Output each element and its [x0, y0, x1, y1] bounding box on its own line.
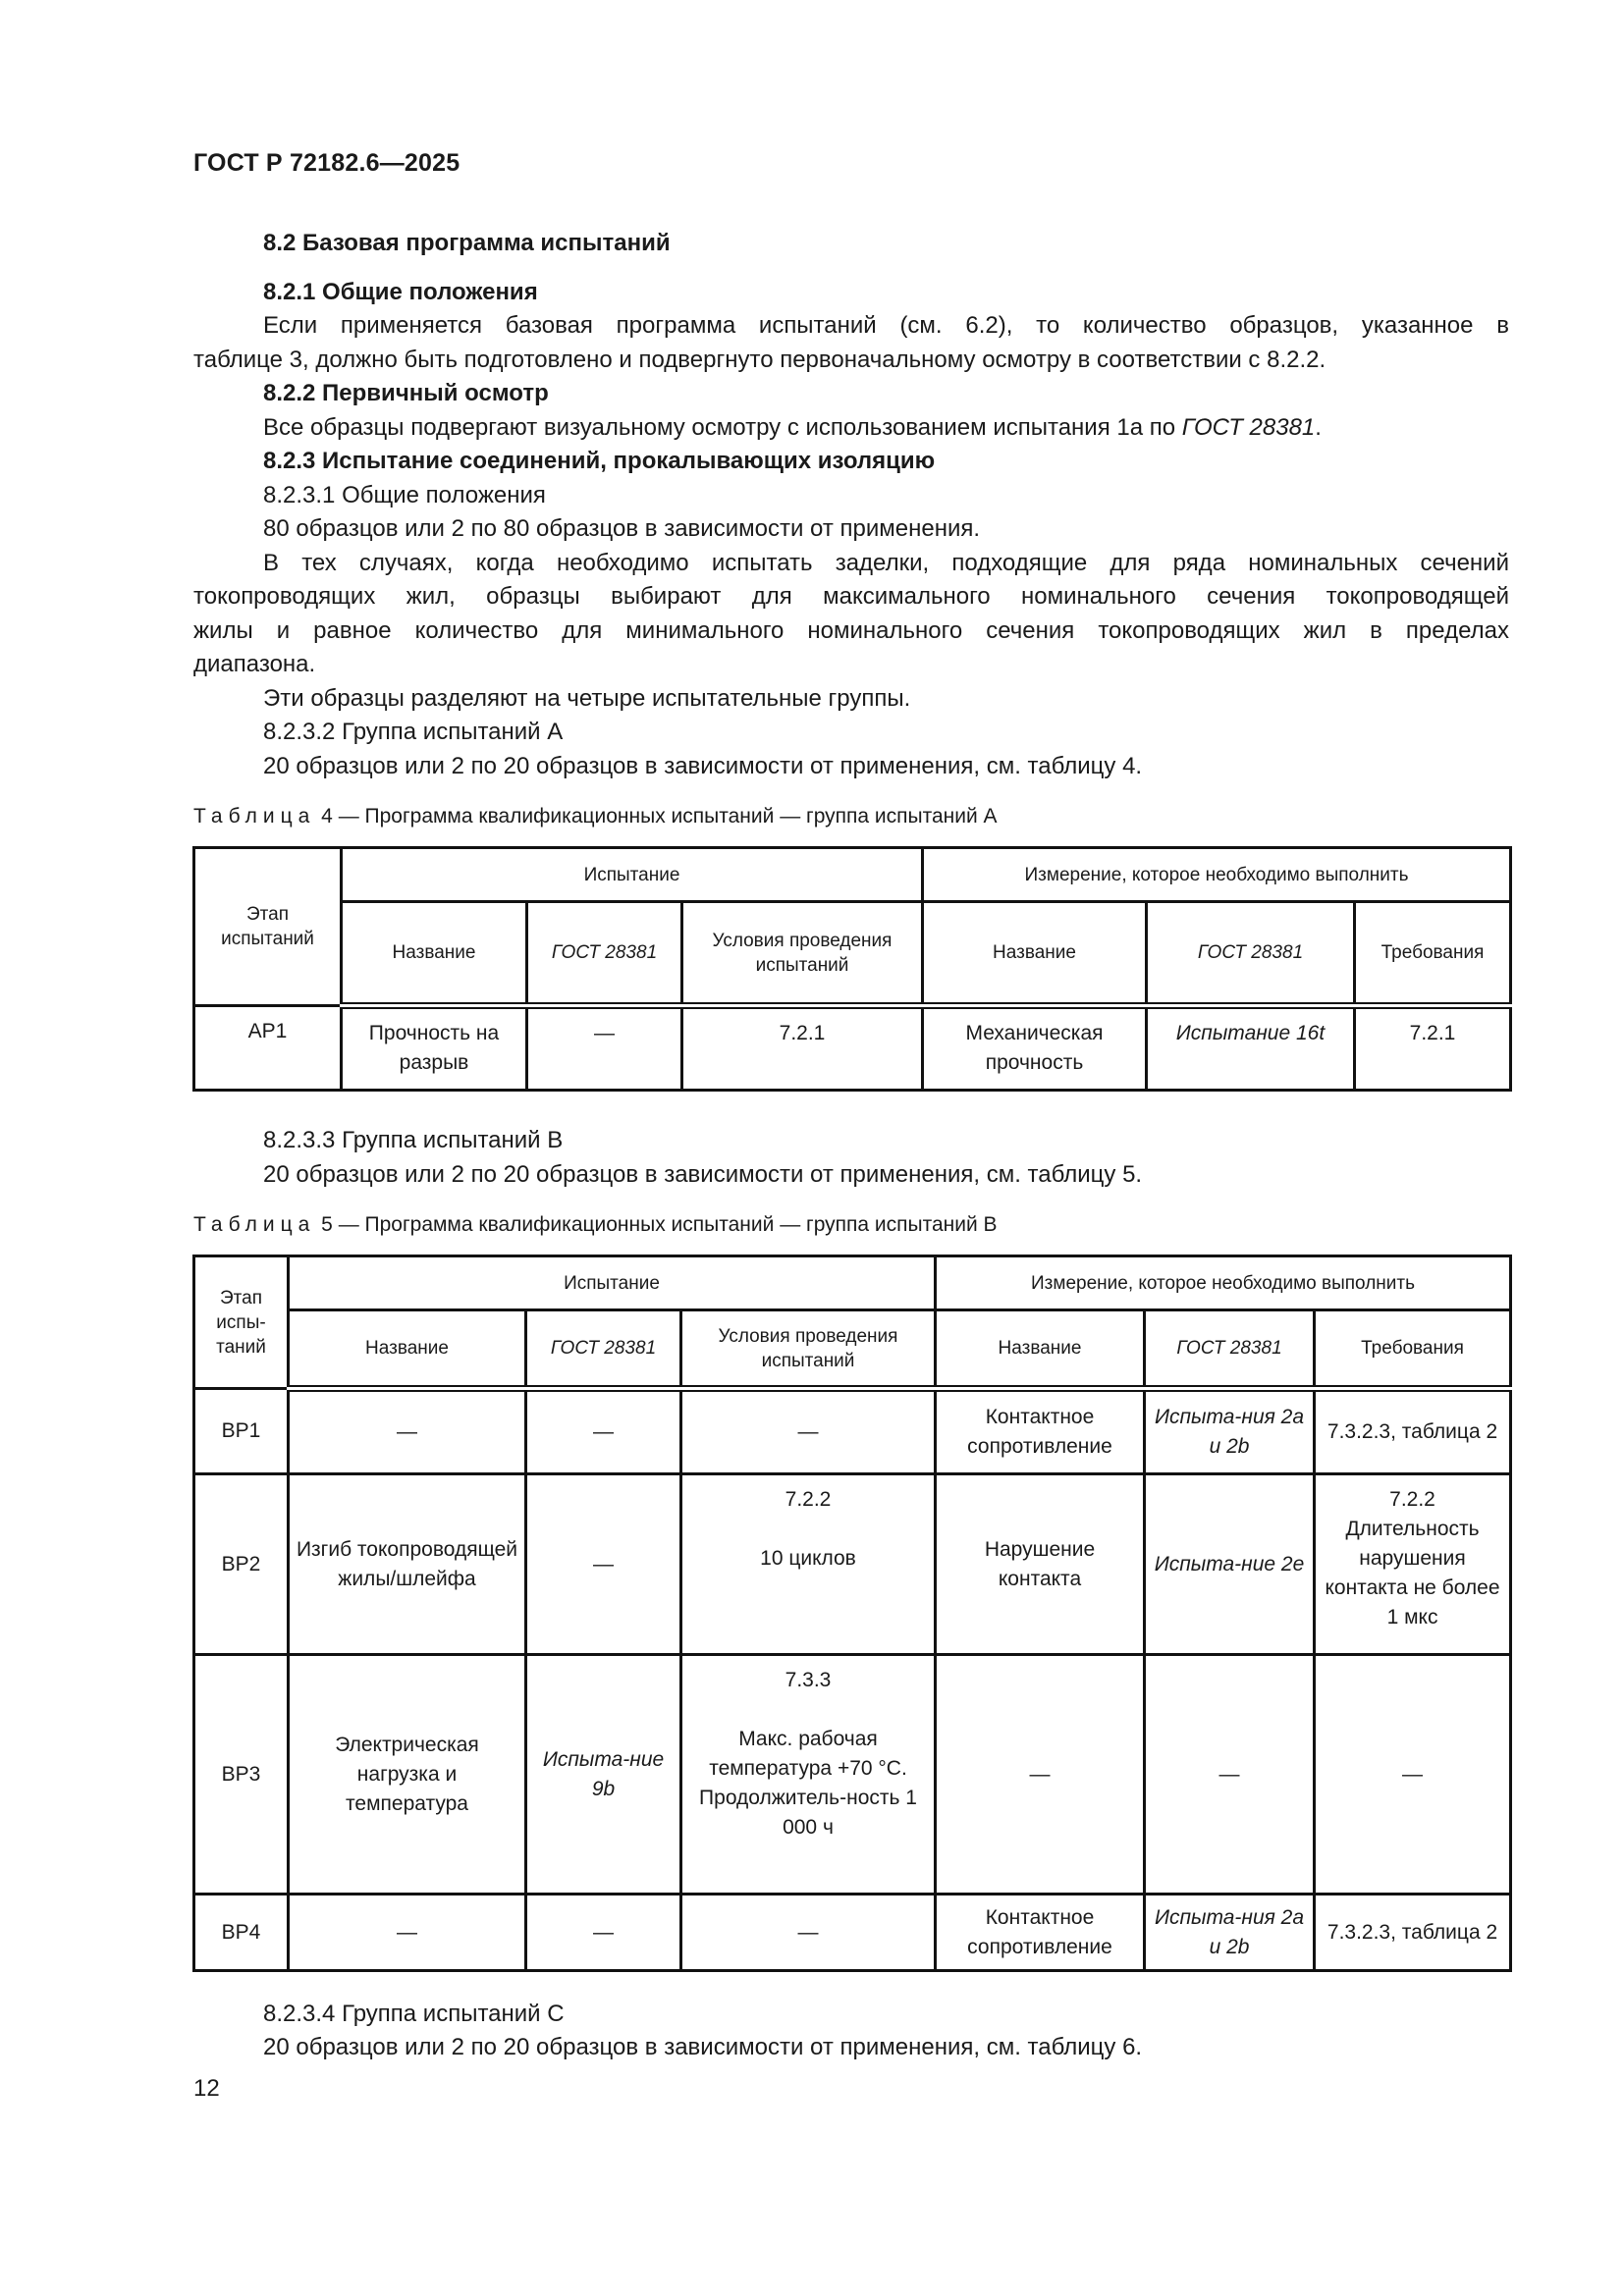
cell-test-name: —	[289, 1389, 526, 1474]
cell-text: Испыта-ние 2е	[1154, 1552, 1305, 1575]
cell-test-gost: —	[526, 1389, 681, 1474]
subsection-heading-8-2-3-4: 8.2.3.4 Группа испытаний С	[263, 2001, 565, 2027]
cell-meas-req: 7.3.2.3, таблица 2	[1315, 1389, 1511, 1474]
header-test-gost	[527, 902, 682, 1006]
header-test-conditions: Условия проведения испытаний	[682, 902, 923, 1006]
paragraph-line: В тех случаях, когда необходимо испытать заделки, подходящие для ряда номинальных сечений	[263, 550, 1509, 576]
header-test-group: Испытание	[289, 1256, 936, 1310]
section-heading-8-2-3: 8.2.3 Испытание соединений, прокалывающих изоляцию	[263, 448, 936, 474]
subsection-heading-8-2-3-1: 8.2.3.1 Общие положения	[263, 482, 546, 508]
paragraph-line: токопроводящих жил, образцы выбирают для максимального номинального сечения токопроводящей	[193, 583, 1509, 610]
req-detail: Длительность нарушения контакта не более 1 мкс	[1325, 1518, 1500, 1629]
header-text: ГОСТ 28381	[550, 1338, 657, 1359]
cell-meas-req	[1315, 1474, 1511, 1655]
conditions-detail: 10 циклов	[760, 1547, 856, 1570]
cell-stage: BP4	[194, 1895, 289, 1971]
subsection-heading-8-2-3-3: 8.2.3.3 Группа испытаний В	[263, 1127, 564, 1153]
paragraph-line: Эти образцы разделяют на четыре испытательные группы.	[263, 685, 911, 712]
cell-text: Испытание 16t	[1175, 1022, 1326, 1044]
header-test-name: Название	[342, 902, 527, 1006]
conditions-ref: 7.3.3	[785, 1669, 832, 1691]
req-ref: 7.2.2	[1389, 1488, 1435, 1511]
header-text: ГОСТ 28381	[1176, 1338, 1282, 1359]
cell-meas-name: Контактное сопротивление	[936, 1895, 1145, 1971]
paragraph-line: Если применяется базовая программа испытаний (см. 6.2), то количество образцов, указанное в	[263, 312, 1509, 339]
cell-test-conditions: —	[681, 1389, 936, 1474]
header-measure-group: Измерение, которое необходимо выполнить	[923, 848, 1511, 902]
cell-test-name: Изгиб токопроводящей жилы/шлейфа	[289, 1474, 526, 1655]
document-code: ГОСТ Р 72182.6—2025	[193, 149, 460, 177]
header-text: ГОСТ 28381	[1197, 942, 1304, 963]
standard-reference: ГОСТ 28381	[1181, 414, 1316, 441]
table-row	[194, 1655, 1511, 1895]
header-stage: Этап испытаний	[194, 848, 342, 1006]
cell-meas-gost	[1147, 1006, 1355, 1091]
table-4-caption	[193, 805, 998, 828]
caption-title: 4 — Программа квалификационных испытаний — группа испытаний А	[315, 805, 998, 828]
page-number: 12	[193, 2075, 220, 2102]
conditions-ref: 7.2.2	[785, 1488, 832, 1511]
cell-meas-gost	[1145, 1895, 1315, 1971]
cell-meas-gost	[1145, 1474, 1315, 1655]
cell-meas-gost: —	[1145, 1655, 1315, 1895]
paragraph-text: Все образцы подвергают визуальному осмотру с использованием испытания 1а по	[263, 414, 1182, 441]
header-meas-gost	[1147, 902, 1355, 1006]
header-test-gost	[526, 1310, 681, 1389]
table-5	[192, 1255, 1512, 1972]
cell-test-gost: —	[526, 1895, 681, 1971]
paragraph-line: диапазона.	[193, 651, 316, 677]
header-text: ГОСТ 28381	[551, 942, 658, 963]
cell-meas-name: Механическая прочность	[923, 1006, 1147, 1091]
header-meas-gost	[1145, 1310, 1315, 1389]
table-row	[194, 1006, 1511, 1091]
cell-meas-name: Нарушение контакта	[936, 1474, 1145, 1655]
paragraph-line: 20 образцов или 2 по 20 образцов в зависимости от применения, см. таблицу 4.	[263, 753, 1143, 779]
header-meas-name: Название	[923, 902, 1147, 1006]
header-measure-group: Измерение, которое необходимо выполнить	[936, 1256, 1511, 1310]
paragraph-line: жилы и равное количество для минимального номинального сечения токопроводящих жил в пределах	[193, 617, 1509, 644]
cell-stage: BP2	[194, 1474, 289, 1655]
header-meas-req: Требования	[1355, 902, 1511, 1006]
cell-text: Испыта-ния 2а и 2b	[1154, 1905, 1305, 1958]
caption-title: 5 — Программа квалификационных испытаний — группа испытаний В	[315, 1213, 998, 1236]
cell-meas-name: —	[936, 1655, 1145, 1895]
cell-test-conditions	[681, 1655, 936, 1895]
paragraph-line: 80 образцов или 2 по 80 образцов в зависимости от применения.	[263, 515, 981, 542]
section-heading-8-2-2: 8.2.2 Первичный осмотр	[263, 380, 549, 406]
header-meas-name: Название	[936, 1310, 1145, 1389]
header-test-name: Название	[289, 1310, 526, 1389]
section-heading-8-2: 8.2 Базовая программа испытаний	[263, 230, 671, 256]
header-test-group: Испытание	[342, 848, 923, 902]
table-4	[192, 846, 1512, 1092]
caption-label: Таблица	[193, 805, 316, 828]
cell-test-gost	[526, 1655, 681, 1895]
table-5-caption	[193, 1213, 998, 1237]
cell-meas-name: Контактное сопротивление	[936, 1389, 1145, 1474]
cell-test-gost: —	[527, 1006, 682, 1091]
cell-test-name: Электрическая нагрузка и температура	[289, 1655, 526, 1895]
section-heading-8-2-1: 8.2.1 Общие положения	[263, 279, 538, 305]
cell-meas-req: —	[1315, 1655, 1511, 1895]
cell-test-name: —	[289, 1895, 526, 1971]
subsection-heading-8-2-3-2: 8.2.3.2 Группа испытаний А	[263, 719, 564, 745]
paragraph-line: таблице 3, должно быть подготовлено и подвергнуто первоначальному осмотру в соответствии с 8.2.2.	[193, 347, 1326, 373]
cell-text: Испыта-ние 9b	[542, 1747, 665, 1800]
conditions-detail: Макс. рабочая температура +70 °С. Продолжитель-ность 1 000 ч	[699, 1728, 917, 1839]
paragraph-line: 20 образцов или 2 по 20 образцов в зависимости от применения, см. таблицу 6.	[263, 2034, 1143, 2060]
table-row	[194, 1895, 1511, 1971]
paragraph-line: 20 образцов или 2 по 20 образцов в зависимости от применения, см. таблицу 5.	[263, 1161, 1143, 1188]
cell-meas-gost	[1145, 1389, 1315, 1474]
cell-test-conditions: 7.2.1	[682, 1006, 923, 1091]
cell-meas-req: 7.2.1	[1355, 1006, 1511, 1091]
cell-test-name: Прочность на разрыв	[342, 1006, 527, 1091]
cell-test-conditions	[681, 1474, 936, 1655]
cell-test-gost: —	[526, 1474, 681, 1655]
cell-stage: AP1	[194, 1006, 342, 1091]
cell-stage: BP1	[194, 1389, 289, 1474]
header-test-conditions: Условия проведения испытаний	[681, 1310, 936, 1389]
header-stage: Этап испы-таний	[194, 1256, 289, 1389]
cell-meas-req: 7.3.2.3, таблица 2	[1315, 1895, 1511, 1971]
table-row	[194, 1389, 1511, 1474]
caption-label: Таблица	[193, 1213, 316, 1236]
paragraph-text: .	[1315, 414, 1322, 441]
cell-text: Испыта-ния 2а и 2b	[1154, 1406, 1305, 1458]
cell-test-conditions: —	[681, 1895, 936, 1971]
paragraph-line	[193, 411, 1509, 446]
header-meas-req: Требования	[1315, 1310, 1511, 1389]
cell-stage: BP3	[194, 1655, 289, 1895]
table-row	[194, 1474, 1511, 1655]
